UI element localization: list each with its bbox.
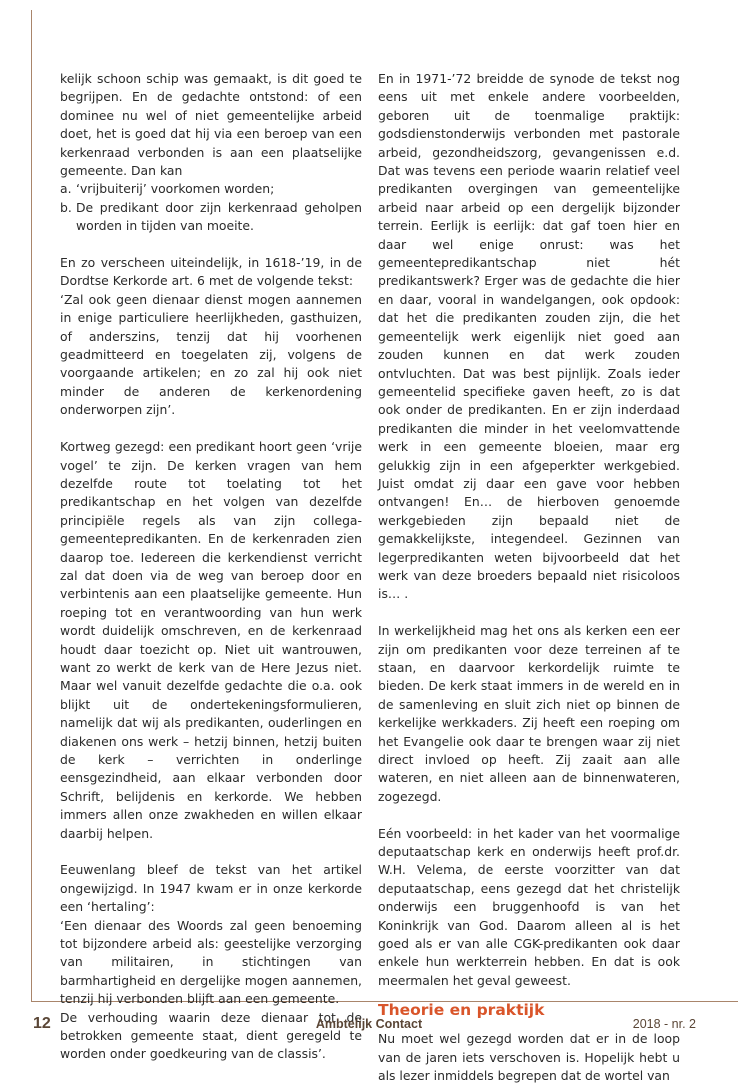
list-item: a. ‘vrijbuiterij’ voorkomen worden;	[60, 181, 275, 197]
paragraph: En zo verscheen uiteindelijk, in 1618-’19, in de Dordtse Kerkorde art. 6 met de volgende tekst:	[60, 255, 362, 289]
magazine-title: Ambtelijk Contact	[315, 1017, 423, 1031]
numbered-list	[60, 180, 362, 235]
page-footer	[0, 1013, 738, 1039]
paragraph: Eén voorbeeld: in het kader van het voormalige deputaatschap kerk en onderwijs heeft prof.dr. W.H. Velema, de eerste voorzitter van dat deputaatschap, eens gezegd dat het christelijk onderwijs een bruggenhoofd is van het Koninkrijk van God. Daarom alleen al is het goed als er van alle CGK-predikanten ook daar enkele hun werkterrein hebben. En dat is ook meermalen het geval geweest.	[378, 825, 680, 988]
left-column	[60, 70, 362, 1064]
margin-rule-vertical	[31, 10, 32, 1002]
paragraph: kelijk schoon schip was gemaakt, is dit goed te begrijpen. En de gedachte ontstond: of een dominee nu wel of niet gemeentelijke arbeid doet, het is goed dat hij via een beroep van een kerkenraad verbonden is aan een plaatselijke gemeente. Dan kan	[60, 71, 362, 179]
quote: ‘Een dienaar des Woords zal geen benoeming tot bijzondere arbeid als: geestelijke verzorging van militairen, in stichtingen van barmhartigheid en dergelijke mogen aannemen, tenzij hij verbonden blijft aan een gemeente.	[60, 917, 362, 1007]
paragraph: Nu moet wel gezegd worden dat er in de loop van de jaren iets verschoven is. Hopelijk hebt u als lezer inmiddels begrepen dat de wortel van	[378, 1031, 680, 1084]
paragraph: Kortweg gezegd: een predikant hoort geen ‘vrije vogel’ te zijn. De kerken vragen van hem dezelfde route tot toelating tot het predikantschap en het volgen van dezelfde principiële regels als van zijn collega-gemeentepredikanten. En de kerkenraden zien daarop toe. Iedereen die kerkendienst verricht zal dat doen via de weg van beroep door en verbintenis aan een plaatselijke gemeente. Hun roeping tot en verantwoording van hun werk wordt duidelijk omschreven, en de kerkenraad houdt daar toezicht op. Niet uit wantrouwen, want zo werkt de kerk van de Here Jezus niet. Maar wel vanuit dezelfde gedachte die o.a. ook blijkt uit de ondertekeningsformulieren, namelijk dat wij als predikanten, ouderlingen en diakenen ons werk – hetzij binnen, hetzij buiten de kerk – verrichten in onderlinge eensgezindheid, aan elkaar verbonden door Schrift, belijdenis en kerkorde. We hebben immers allen onze zwakheden en willen elkaar daarbij helpen.	[60, 439, 362, 841]
list-item: b. De predikant door zijn kerkenraad geholpen worden in tijden van moeite.	[60, 199, 362, 234]
paragraph: Eeuwenlang bleef de tekst van het artikel ongewijzigd. In 1947 kwam er in onze kerkorde een ‘hertaling’:	[60, 862, 362, 915]
quote: ‘Zal ook geen dienaar dienst mogen aannemen in enige particuliere heerlijkheden, gasthuizen, of anderszins, tenzij dat hij voorhenen geadmitteerd en toegelaten zij, volgens de voorgaande artikelen; en zo zal hij ook niet minder de anderen de kerkenordening onderworpen zijn’.	[60, 291, 362, 418]
issue-label: 2018 - nr. 2	[632, 1017, 696, 1031]
paragraph: En in 1971-’72 breidde de synode de tekst nog eens uit met enkele andere voorbeelden, geboren uit de toenmalige praktijk: godsdienstonderwijs verbonden met pastorale arbeid, gezondheidszorg, gevangenissen e.d. Dat was tevens een periode waarin relatief veel predikanten overgingen van gemeentelijke arbeid naar arbeid op een dergelijk bijzonder terrein. Eerlijk is eerlijk: dat gaf toen hier en daar wel enige onrust: was het gemeentepredikantschap niet hét predikantswerk? Erger was de gedachte die hier en daar, vooral in wandelgangen, ook opdook: dat het die predikanten zouden zijn, die het gemeentelijk werk eigenlijk niet goed aan zouden kunnen en dat werk zouden ontvluchten. Dat was best pijnlijk. Zoals ieder gemeentelid specifieke gaven heeft, zo is dat ook onder de predikanten. En er zijn inderdaad predikanten die minder in het veelomvattende werk in een gemeente bloeien, maar erg gelukkig zijn in een afgeperkter werkgebied. Juist omdat zij daar een gave voor hebben ontvangen! En… de hierboven genoemde werkgebieden zijn bepaald niet de gemakkelijkste, integendeel. Gezinnen van legerpredikanten weten bijvoorbeeld dat het werk van deze broeders bepaald niet risicoloos is… .	[378, 71, 680, 602]
quote: De verhouding waarin deze dienaar tot de betrokken gemeente staat, dient geregeld te worden onder goedkeuring van de classis’.	[60, 1009, 362, 1062]
section-heading: Theorie en praktijk	[378, 1001, 545, 1020]
page-number: 12	[33, 1015, 51, 1032]
paragraph: In werkelijkheid mag het ons als kerken een eer zijn om predikanten voor deze terreinen af te staan, en daarvoor kerkordelijk ruimte te bieden. De kerk staat immers in de wereld en in de samenleving en sluit zich niet op binnen de kerkelijke werkkaders. Zij heeft een roeping om het Evangelie ook daar te brengen waar zij niet direct invloed op heeft. Zij zaait aan alle wateren, en niet alleen aan de binnenwateren, zogezegd.	[378, 623, 680, 804]
right-column	[378, 70, 680, 1086]
